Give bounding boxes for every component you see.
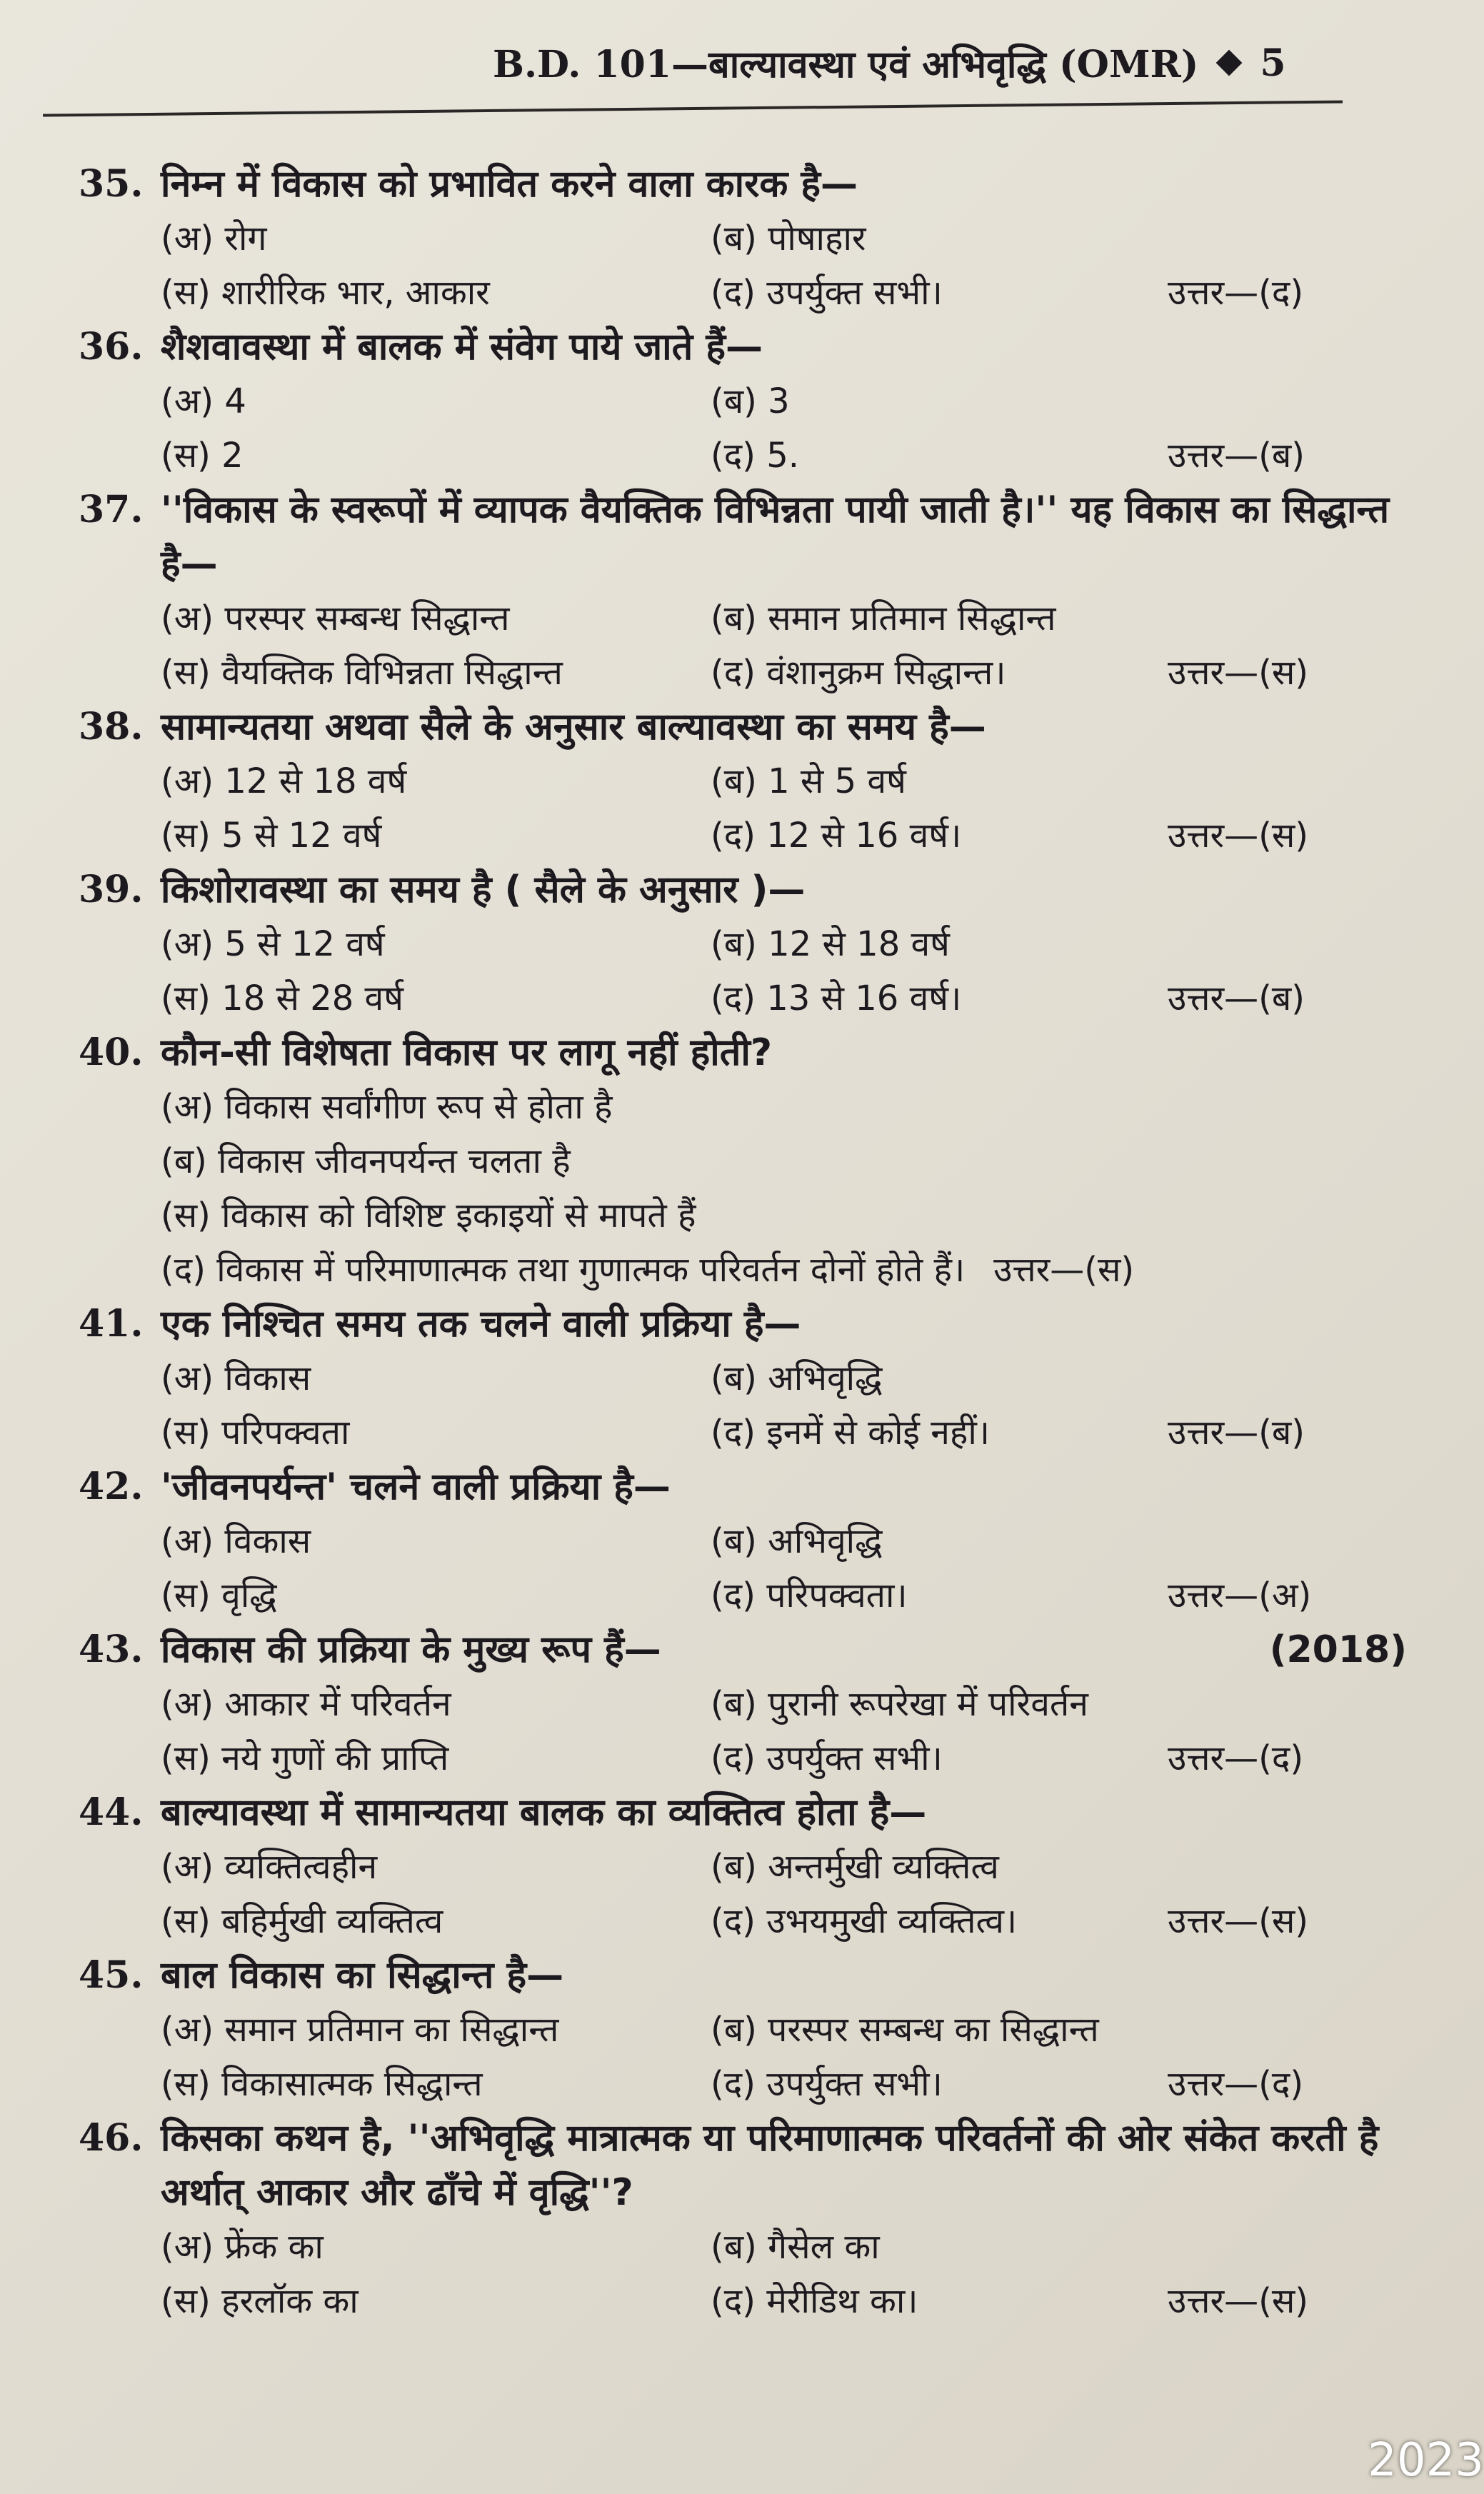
option-a: (अ) रोग xyxy=(161,219,267,259)
question-43 xyxy=(79,1623,1407,1786)
option-a: (अ) 12 से 18 वर्ष xyxy=(161,761,407,801)
option-b: (ब) 1 से 5 वर्ष xyxy=(711,761,906,801)
answer: उत्तर—(ब) xyxy=(1168,436,1305,476)
option-d: (द) उपर्युक्त सभी। xyxy=(711,2064,943,2104)
question-40 xyxy=(79,1026,1407,1297)
option-b: (ब) पुरानी रूपरेखा में परिवर्तन xyxy=(711,1684,1088,1724)
question-number: 39. xyxy=(79,868,144,911)
question-number: 43. xyxy=(79,1628,144,1671)
question-45 xyxy=(79,1948,1407,2111)
option-b: (ब) परस्पर सम्बन्ध का सिद्धान्त xyxy=(711,2010,1099,2050)
option-a: (अ) परस्पर सम्बन्ध सिद्धान्त xyxy=(161,599,510,638)
option-d: (द) वंशानुक्रम सिद्धान्त। xyxy=(711,653,1006,693)
option-c: (स) वृद्धि xyxy=(161,1576,277,1616)
question-38 xyxy=(79,700,1407,863)
question-46 xyxy=(79,2111,1407,2328)
question-number: 38. xyxy=(79,705,144,748)
option-d: (द) 5. xyxy=(711,436,799,476)
diamond-icon xyxy=(1216,50,1243,76)
answer: उत्तर—(स) xyxy=(993,1250,1135,1290)
option-a: (अ) आकार में परिवर्तन xyxy=(161,1684,451,1724)
question-text: सामान्यतया अथवा सैले के अनुसार बाल्यावस्था का समय है— xyxy=(161,706,986,748)
option-a: (अ) फ्रेंक का xyxy=(161,2227,324,2267)
option-c: (स) विकासात्मक सिद्धान्त xyxy=(161,2064,483,2104)
option-a: (अ) विकास xyxy=(161,1521,311,1561)
option-c: (स) 2 xyxy=(161,436,244,476)
option-a: (अ) विकास सर्वांगीण रूप से होता है xyxy=(161,1087,613,1127)
question-text: एक निश्चित समय तक चलने वाली प्रक्रिया है— xyxy=(161,1303,801,1346)
option-b: (ब) अभिवृद्धि xyxy=(711,1358,883,1398)
answer: उत्तर—(स) xyxy=(1168,653,1309,693)
question-41 xyxy=(79,1297,1407,1460)
option-b: (ब) विकास जीवनपर्यन्त चलता है xyxy=(161,1141,571,1181)
answer: उत्तर—(स) xyxy=(1168,816,1309,856)
question-text: किसका कथन है, ''अभिवृद्धि मात्रात्मक या परिमाणात्मक परिवर्तनों की ओर संकेत करती है अर्थात् आकार और ढाँचे में वृद्धि''? xyxy=(161,2117,1379,2214)
page-header xyxy=(493,20,1350,106)
question-number: 44. xyxy=(79,1791,144,1834)
option-b: (ब) अभिवृद्धि xyxy=(711,1521,883,1561)
question-37 xyxy=(79,483,1407,700)
answer: उत्तर—(द) xyxy=(1168,273,1304,313)
option-d: (द) 12 से 16 वर्ष। xyxy=(711,816,962,856)
option-d: (द) विकास में परिमाणात्मक तथा गुणात्मक परिवर्तन दोनों होते हैं। xyxy=(161,1250,966,1290)
option-b: (ब) अन्तर्मुखी व्यक्तित्व xyxy=(711,1847,999,1887)
option-d: (द) उभयमुखी व्यक्तित्व। xyxy=(711,1901,1018,1941)
exam-year: (2018) xyxy=(1269,1628,1407,1671)
option-c: (स) 18 से 28 वर्ष xyxy=(161,978,403,1018)
date-stamp: 2023 xyxy=(1368,2434,1484,2487)
option-a: (अ) 5 से 12 वर्ष xyxy=(161,924,385,964)
option-d: (द) परिपक्वता। xyxy=(711,1576,908,1616)
question-number: 42. xyxy=(79,1465,144,1508)
question-text: बाल्यावस्था में सामान्यतया बालक का व्यक्तित्व होता है— xyxy=(161,1791,927,1834)
option-c: (स) विकास को विशिष्ट इकाइयों से मापते हैं xyxy=(161,1196,696,1236)
answer: उत्तर—(अ) xyxy=(1168,1576,1312,1616)
option-b: (ब) समान प्रतिमान सिद्धान्त xyxy=(711,599,1056,638)
question-text: किशोरावस्था का समय है ( सैले के अनुसार )— xyxy=(161,868,806,911)
question-text: बाल विकास का सिद्धान्त है— xyxy=(161,1954,564,1997)
option-d: (द) मेरीडिथ का। xyxy=(711,2281,918,2321)
option-a: (अ) व्यक्तित्वहीन xyxy=(161,1847,378,1887)
option-c: (स) 5 से 12 वर्ष xyxy=(161,816,382,856)
option-c: (स) नये गुणों की प्राप्ति xyxy=(161,1738,449,1778)
question-number: 46. xyxy=(79,2116,144,2160)
option-d: (द) उपर्युक्त सभी। xyxy=(711,1738,943,1778)
question-number: 41. xyxy=(79,1302,144,1346)
question-number: 40. xyxy=(79,1031,144,1074)
option-c: (स) बहिर्मुखी व्यक्तित्व xyxy=(161,1901,443,1941)
option-b: (ब) गैसेल का xyxy=(711,2227,880,2267)
answer: उत्तर—(ब) xyxy=(1168,978,1305,1018)
question-number: 45. xyxy=(79,1953,144,1997)
question-42 xyxy=(79,1460,1407,1623)
answer: उत्तर—(द) xyxy=(1168,2064,1304,2104)
question-39 xyxy=(79,863,1407,1026)
question-number: 35. xyxy=(79,162,144,206)
option-c: (स) वैयक्तिक विभिन्नता सिद्धान्त xyxy=(161,653,563,693)
option-c: (स) हरलॉक का xyxy=(161,2281,359,2321)
answer: उत्तर—(स) xyxy=(1168,1901,1309,1941)
option-b: (ब) पोषाहार xyxy=(711,219,866,259)
question-44 xyxy=(79,1786,1407,1948)
option-a: (अ) समान प्रतिमान का सिद्धान्त xyxy=(161,2010,559,2050)
option-d: (द) उपर्युक्त सभी। xyxy=(711,273,943,313)
question-36 xyxy=(79,320,1407,483)
option-b: (ब) 12 से 18 वर्ष xyxy=(711,924,950,964)
option-a: (अ) 4 xyxy=(161,381,246,421)
question-text: निम्न में विकास को प्रभावित करने वाला कारक है— xyxy=(161,163,858,206)
question-list xyxy=(79,157,1407,2328)
option-d: (द) इनमें से कोई नहीं। xyxy=(711,1413,990,1453)
header-title: B.D. 101—बाल्यावस्था एवं अभिवृद्धि (OMR) xyxy=(493,42,1199,86)
option-c: (स) शारीरिक भार, आकार xyxy=(161,273,490,313)
question-number: 36. xyxy=(79,325,144,369)
question-35 xyxy=(79,157,1407,320)
question-text: ''विकास के स्वरूपों में व्यापक वैयक्तिक विभिन्नता पायी जाती है।'' यह विकास का सिद्धान्त है— xyxy=(161,489,1390,586)
answer: उत्तर—(द) xyxy=(1168,1738,1304,1778)
option-d: (द) 13 से 16 वर्ष। xyxy=(711,978,962,1018)
option-b: (ब) 3 xyxy=(711,381,790,421)
page-number: 5 xyxy=(1260,41,1286,85)
question-number: 37. xyxy=(79,488,144,531)
option-c: (स) परिपक्वता xyxy=(161,1413,350,1453)
answer: उत्तर—(ब) xyxy=(1168,1413,1305,1453)
question-text: कौन-सी विशेषता विकास पर लागू नहीं होती? xyxy=(161,1031,773,1074)
question-text: विकास की प्रक्रिया के मुख्य रूप हैं— xyxy=(161,1628,661,1671)
option-a: (अ) विकास xyxy=(161,1358,311,1398)
answer: उत्तर—(स) xyxy=(1168,2281,1309,2321)
question-text: शैशवावस्था में बालक में संवेग पाये जाते हैं— xyxy=(161,326,763,369)
question-text: 'जीवनपर्यन्त' चलने वाली प्रक्रिया है— xyxy=(161,1466,671,1508)
